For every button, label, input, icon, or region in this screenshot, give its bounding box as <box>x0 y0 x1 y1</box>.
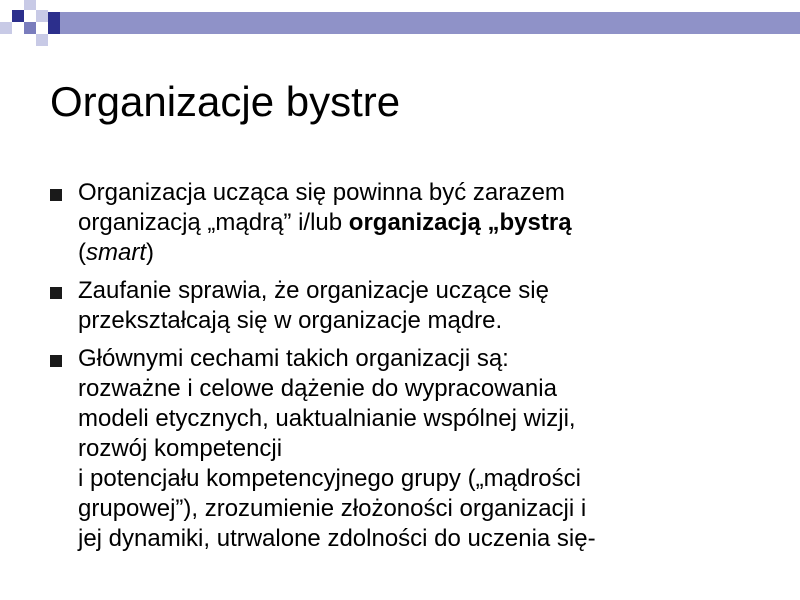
text: Organizacja ucząca się powinna być zarazem <box>78 179 565 206</box>
text-line <box>78 238 768 268</box>
bold-term: organizacją „bystrą <box>348 209 572 236</box>
bullet-item <box>48 178 768 268</box>
bullet-item <box>48 276 768 336</box>
bullet-list <box>48 178 768 562</box>
bullet-square-icon <box>50 189 62 201</box>
bullet-item <box>48 344 768 554</box>
bullet-square-icon <box>50 355 62 367</box>
text-line <box>78 434 768 464</box>
text-line <box>78 344 768 374</box>
decorative-square <box>24 22 36 34</box>
text: modeli etycznych, uaktualnianie wspólnej wizji, <box>78 405 576 432</box>
slide-title: Organizacje bystre <box>50 78 401 125</box>
decorative-square <box>36 34 48 46</box>
text: Zaufanie sprawia, że organizacje uczące się <box>78 277 549 304</box>
text: rozważne i celowe dążenie do wypracowania <box>78 375 557 402</box>
text-line <box>78 306 768 336</box>
text-line <box>78 494 768 524</box>
text-line <box>78 374 768 404</box>
decorative-square <box>12 10 24 22</box>
text: jej dynamiki, utrwalone zdolności do uczenia się- <box>78 525 596 552</box>
decorative-square <box>36 10 48 22</box>
decorative-square <box>0 22 12 34</box>
decorative-square <box>48 12 60 34</box>
text: organizacją „mądrą” i/lub <box>78 209 349 236</box>
text: grupowej”), zrozumienie złożoności organizacji i <box>78 495 587 522</box>
text-line <box>78 524 768 554</box>
text: ) <box>146 239 154 266</box>
italic-term: smart <box>86 239 146 266</box>
text-line <box>78 208 768 238</box>
decorative-top-bar <box>60 12 800 34</box>
decorative-square <box>24 0 36 10</box>
bullet-square-icon <box>50 287 62 299</box>
text-line <box>78 464 768 494</box>
text: Głównymi cechami takich organizacji są: <box>78 345 509 372</box>
text-line <box>78 178 768 208</box>
text-line <box>78 404 768 434</box>
text: przekształcają się w organizacje mądre. <box>78 307 503 334</box>
text: i potencjału kompetencyjnego grupy („mądrości <box>78 465 581 492</box>
text: rozwój kompetencji <box>78 435 283 462</box>
text: ( <box>78 239 86 266</box>
text-line <box>78 276 768 306</box>
